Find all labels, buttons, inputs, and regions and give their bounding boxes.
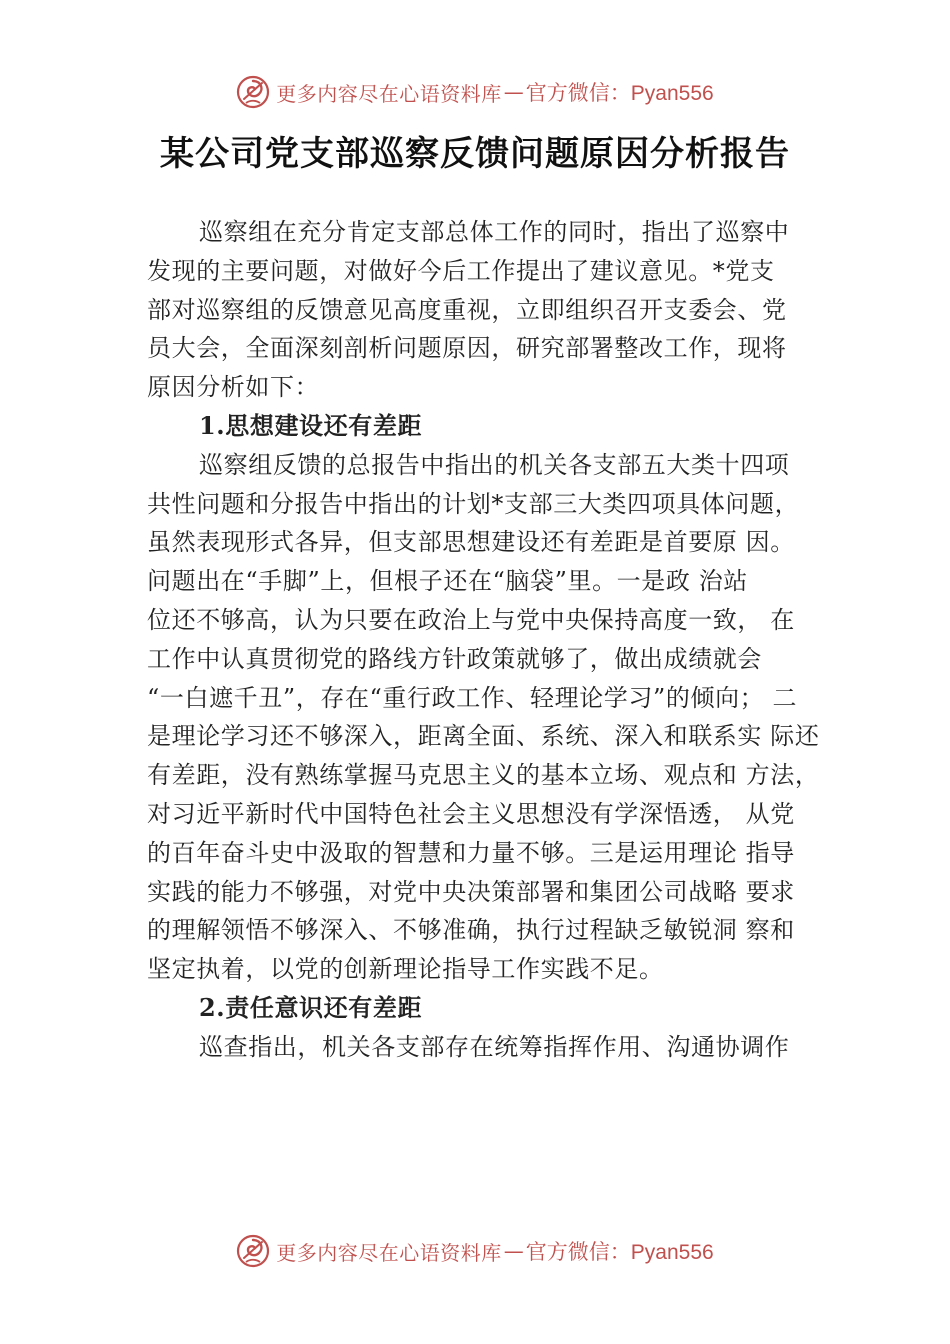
document-body (147, 213, 820, 1067)
top-watermark (0, 72, 950, 112)
body-text-line: 的百年奋斗史中汲取的智慧和力量不够。三是运用理论 指导 (147, 838, 795, 867)
watermark-text: 更多内容尽在心语资料库 (276, 1240, 502, 1265)
body-text-line: 实践的能力不够强，对党中央决策部署和集团公司战略 要求 (147, 877, 795, 906)
body-text-line: 巡察组在充分肯定支部总体工作的同时，指出了巡察中 (199, 218, 790, 246)
body-text-line: 问题出在“手脚”上，但根子还在“脑袋”里。一是政 治站 (147, 567, 748, 596)
body-text-line: 有差距，没有熟练掌握马克思主义的基本立场、观点和 方法， (147, 761, 820, 790)
body-text-line: “一白遮千丑”，存在“重行政工作、轻理论学习”的倾向； 二 (147, 683, 798, 712)
body-text-line: 工作中认真贯彻党的路线方针政策就够了，做出成绩就会 (147, 644, 762, 673)
body-text-line: 部对巡察组的反馈意见高度重视，立即组织召开支委会、党 (147, 295, 787, 324)
body-text-line: 是理论学习还不够深入，距离全面、系统、深入和联系实 际还 (147, 722, 820, 751)
section-heading: 1.思想建设还有差距 (199, 410, 423, 440)
body-text-line: 巡查指出，机关各支部存在统筹指挥作用、沟通协调作 (199, 1032, 790, 1061)
body-text-line: 位还不够高，认为只要在政治上与党中央保持高度一致， 在 (147, 605, 795, 634)
red-spiral-logo-icon (236, 75, 270, 109)
watermark-wechat: 官方微信：Pyan556 (525, 82, 714, 105)
document-title: 某公司党支部巡察反馈问题原因分析报告 (160, 134, 790, 174)
watermark-dash: — (503, 80, 524, 104)
section-heading: 2.责任意识还有差距 (199, 992, 423, 1022)
body-text-line: 的理解领悟不够深入、不够准确，执行过程缺乏敏锐洞 察和 (147, 916, 795, 945)
watermark-dash: — (503, 1239, 524, 1263)
watermark-text: 更多内容尽在心语资料库 (276, 81, 502, 106)
body-text-line: 坚定执着，以党的创新理论指导工作实践不足。 (147, 955, 664, 984)
body-text-line: 虽然表现形式各异，但支部思想建设还有差距是首要原 因。 (147, 528, 795, 557)
bottom-watermark (0, 1231, 950, 1271)
body-text-line: 发现的主要问题，对做好今后工作提出了建议意见。*党支 (147, 256, 775, 285)
watermark-wechat: 官方微信：Pyan556 (525, 1241, 714, 1264)
body-text-line: 员大会，全面深刻剖析问题原因，研究部署整改工作，现将 (147, 334, 787, 363)
body-text-line: 共性问题和分报告中指出的计划*支部三大类四项具体问题， (147, 489, 800, 518)
body-text-line: 原因分析如下： (147, 373, 320, 402)
body-text-line: 巡察组反馈的总报告中指出的机关各支部五大类十四项 (199, 450, 790, 479)
body-text-line: 对习近平新时代中国特色社会主义思想没有学深悟透， 从党 (147, 799, 795, 828)
red-spiral-logo-icon (236, 1234, 270, 1268)
